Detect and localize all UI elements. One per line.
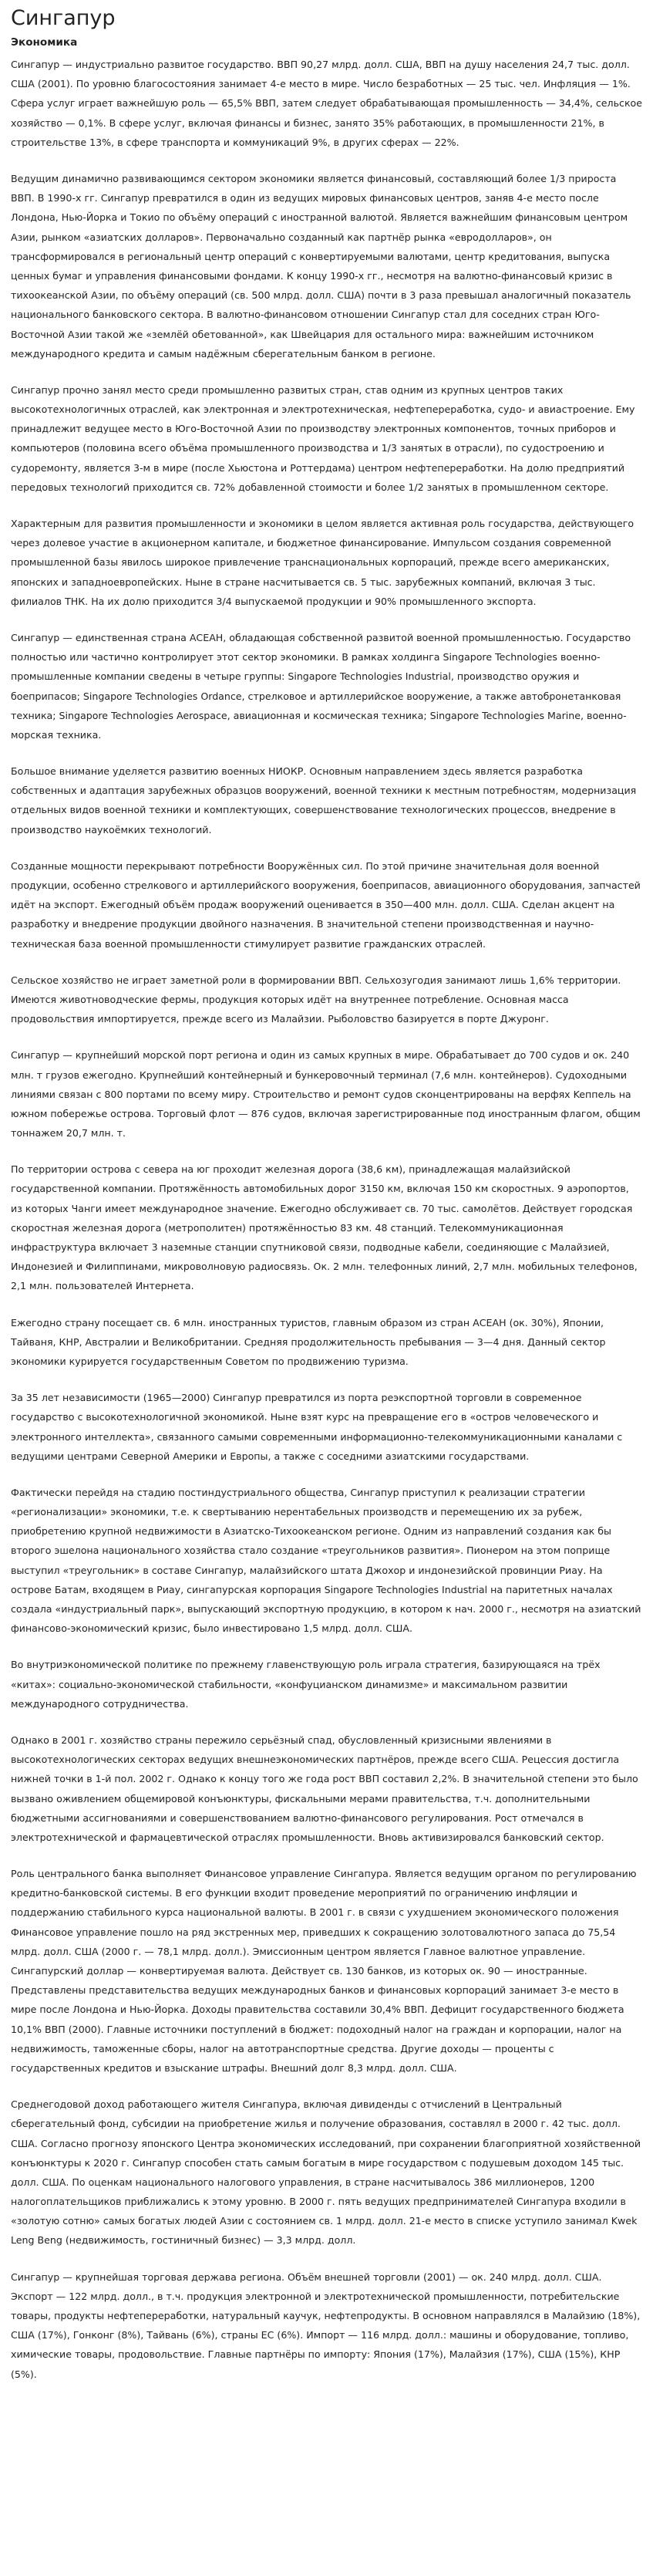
paragraph-recession: Однако в 2001 г. хозяйство страны пережило серьёзный спад, обусловленный кризисными явлениями в высокотехнологических секторах ведущих внешнеэкономических партнёров, прежде всего США. Рецессия достигла нижней точки в 1-й пол. 2002 г. Однако к концу того же года рост ВВП составил 2,2%. В значительной степени это было вызвано оживлением общемировой конъюнктуры, фискальными мерами правительства, т.ч. дополнительными бюджетными ассигнованиями и совершенствованием валютно-финансового регулирования. Рост отмечался в электротехнической и фармацевтической отраслях промышленности. Вновь активизировался банковский сектор. <box>11 1734 638 1843</box>
paragraph-agriculture: Сельское хозяйство не играет заметной роли в формировании ВВП. Сельхозугодия занимают лишь 1,6% территории. Имеются животноводческие фермы, продукция которых идёт на внутреннее потребление. Основная масса продовольствия импортируется, прежде всего из Малайзии. Рыболовство базируется в порте Джуронг. <box>11 974 621 1025</box>
page-title: Сингапур <box>11 6 116 30</box>
paragraph-military-rnd: Большое внимание уделяется развитию военных НИОКР. Основным направлением здесь является разработка собственных и адаптация зарубежных образцов вооружений, военной техники к местным потребностям, модернизация отдельных видов военной техники и комплектующих, совершенствование технологических процессов, внедрение в производство наукоёмких технологий. <box>11 765 637 836</box>
paragraph-transport: По территории острова с севера на юг проходит железная дорога (38,6 км), принадлежащая малайзийской государственной компании. Протяжённость автомобильных дорог 3150 км, включая 150 км скоростных. 9 аэропортов, из которых Чанги имеет международное значение. Ежегодно обслуживает св. 70 тыс. самолётов. Действует городская скоростная железная дорога (метрополитен) протяжённостью 83 км. 48 станций. Телекоммуникационная инфраструктура включает 3 наземные станции спутниковой связи, подводные кабели, соединяющие с Малайзией, Индонезией и Филиппинами, микроволновую радиосвязь. Ок. 2 млн. телефонных линий, 2,7 млн. мобильных телефонов, 2,1 млн. пользователей Интернета. <box>11 1163 638 1292</box>
paragraph-income: Среднегодовой доход работающего жителя Сингапура, включая дивиденды с отчислений в Центральный сберегательный фонд, субсидии на приобретение жилья и получение образования, составлял в 2000 г. 42 тыс. долл. США. Согласно прогнозу японского Центра экономических исследований, при сохранении благоприятной хозяйственной конъюнктуры к 2020 г. Сингапур способен стать самым богатым в мире государством с подушевым доходом 145 тыс. долл. США. По оценкам национального налогового управления, в стране насчитывалось 386 миллионеров, 1200 налогоплательщиков приближались к этому уровню. В 2000 г. пять ведущих предпринимателей Сингапура входили в «золотую сотню» самых богатых людей Азии с состоянием св. 1 млрд. долл. 21-е место в списке уступило занимал Kwek Leng Beng (недвижимость, гостиничный бизнес) — 3,3 млрд. долл. <box>11 2098 641 2247</box>
paragraph-defense-industry: Сингапур — единственная страна АСЕАН, обладающая собственной развитой военной промышленностью. Государство полностью или частично контролирует этот сектор экономики. В рамках холдинга Singapore Technologies военно-промышленные компании сведены в четыре группы: Singapore Technologies Industrial, производство оружия и боеприпасов; Singapore Technologies Ordance, стрелковое и артиллерийское вооружение, а также автобронетанковая техника; Singapore Technologies Aerospace, авиационная и космическая техника; Singapore Technologies Marine, военно-морская техника. <box>11 631 631 741</box>
section-heading: Экономика <box>11 36 78 49</box>
paragraph-seaport: Сингапур — крупнейший морской порт региона и один из самых крупных в мире. Обрабатывает до 700 судов и ок. 240 млн. т грузов ежегодно. Крупнейший контейнерный и бункеровочный терминал (7,6 млн. контейнеров). Судоходными линиями связан с 800 портами по всему миру. Строительство и ремонт судов сконцентрированы на верфях Keппель на южном побережье острова. Торговый флот — 876 судов, включая зарегистрированные под иностранным флагом, общим тоннажем 20,7 млн. т. <box>11 1049 641 1139</box>
paragraph-domestic-policy: Во внутриэкономической политике по прежнему главенствующую роль играла стратегия, базирующаяся на трёх «китах»: социально-экономической стабильности, «конфуцианском динамизме» и максимальном развитии международного сотрудничества. <box>11 1659 601 1710</box>
paragraph-independence: За 35 лет независимости (1965—2000) Сингапур превратился из порта реэкспортной торговли в современное государство с высокотехнологичной экономикой. Ныне взят курс на превращение его в «остров человеческого и электронного интеллекта», связанного самыми современными информационно-телекоммуникационными каналами с ведущими центрами Северной Америки и Европы, а также с соседними азиатскими государствами. <box>11 1392 623 1462</box>
paragraph-central-bank: Роль центрального банка выполняет Финансовое управление Сингапура. Является ведущим органом по регулированию кредитно-банковской системы. В его функции входит проведение мероприятий по ограничению инфляции и поддержанию стабильного курса национальной валюты. В 2001 г. в связи с ухудшением экономического положения Финансовое управление пошло на ряд экстренных мер, приведших к сокращению золотовалютного запаса до 75,54 млрд. долл. США (2000 г. — 78,1 млрд. долл.). Эмиссионным центром является Главное валютное управление. Сингапурский доллар — конвертируемая валюта. Действует св. 130 банков, из которых ок. 90 — иностранные. Представлены представительства ведущих международных банков и финансовых корпораций занимает 3-е место в мире после Лондона и Нью-Йорка. Доходы правительства составили 30,4% ВВП. Дефицит государственного бюджета 10,1% ВВП (2000). Главные источники поступлений в бюджет: подоходный налог на граждан и корпорации, налог на недвижимость, таможенные сборы, налог на автотранспортные средства. Другие доходы — проценты с государственных кредитов и взыскание штрафы. Внешний долг 8,3 млрд. долл. США. <box>11 1868 637 2074</box>
paragraph-finance: Ведущим динамично развивающимся сектором экономики является финансовый, составляющий более 1/3 прироста ВВП. В 1990-х гг. Сингапур превратился в один из ведущих мировых финансовых центров, заняв 4-е место после Лондона, Нью-Йорка и Токио по объёму операций с иностранной валютой. Является важнейшим финансовым центром Азии, рынком «азиатских долларов». Первоначально созданный как партнёр рынка «евродолларов», он трансформировался в региональный центр операций с конвертируемыми валютами, центр кредитования, выпуска ценных бумаг и управления финансовыми фондами. К концу 1990-х гг., несмотря на валютно-финансовый кризис в тихоокеанской Азии, по объёму операций (св. 500 млрд. долл. США) почти в 3 раза превышал аналогичный показатель национального банковского сектора. В валютно-финансовом отношении Сингапур стал для соседних стран Юго-Восточной Азии такой же «землёй обетованной», как Швейцария для остального мира: важнейшим источником международного кредита и самым надёжным сберегательным банком в регионе. <box>11 173 631 360</box>
paragraph-arms-export: Созданные мощности перекрывают потребности Вооружённых сил. По этой причине значительная доля военной продукции, особенно стрелкового и артиллерийского вооружения, боеприпасов, авиационного оборудования, запчастей идёт на экспорт. Ежегодный объём продаж вооружений оценивается в 350—400 млн. долл. США. Сделан акцент на разработку и внедрение продукции двойного назначения. В значительной степени производственная и научно-техническая база военной промышленности стимулирует развитие гражданских отраслей. <box>11 859 641 950</box>
paragraph-industry: Сингапур прочно занял место среди промышленно развитых стран, став одним из крупных центров таких высокотехнологичных отраслей, как электронная и электротехническая, нефтепереработка, судо- и авиастроение. Ему принадлежит ведущее место в Юго-Восточной Азии по производству электронных компонентов, точных приборов и компьютеров (половина всего объёма промышленного производства и 1/3 занятых в отрасли), по судостроению и судоремонту, является 3-м в мире (после Хьюстона и Роттердама) центром нефтепереработки. На долю предприятий передовых технологий приходится св. 72% добавленной стоимости и более 1/2 занятых в промышленном секторе. <box>11 383 635 493</box>
paragraph-trade: Сингапур — крупнейшая торговая держава региона. Объём внешней торговли (2001) — ок. 240 млрд. долл. США. Экспорт — 122 млрд. долл., в т.ч. продукция электронной и электротехнической промышленности, потребительские товары, продукты нефтепереработки, натуральный каучук, нефтепродукты. В основном направлялся в Малайзию (18%), США (17%), Гонконг (8%), Тайвань (6%), страны ЕС (6%). Импорт — 116 млрд. долл.: машины и оборудование, топливо, химические товары, продовольствие. Главные партнёры по импорту: Япония (17%), Малайзия (17%), США (15%), КНР (5%). <box>11 2270 641 2380</box>
paragraph-state-role: Характерным для развития промышленности и экономики в целом является активная роль государства, действующего через долевое участие в акционерном капитале, и бюджетное финансирование. Импульсом создания современной промышленной базы явилось широкое привлечение транснациональных корпораций, прежде всего американских, японских и западноевропейских. Ныне в стране насчитывается св. 5 тыс. зарубежных компаний, включая 3 тыс. филиалов ТНК. На их долю приходится 3/4 выпускаемой продукции и 90% промышленного экспорта. <box>11 518 634 607</box>
paragraph-tourism: Ежегодно страну посещает св. 6 млн. иностранных туристов, главным образом из стран АСЕАН (ок. 30%), Японии, Тайваня, КНР, Австралии и Великобритании. Средняя продолжительность пребывания — 3—4 дня. Данный сектор экономики курируется государственным Советом по продвижению туризма. <box>11 1316 606 1367</box>
paragraph-overview: Сингапур — индустриально развитое государство. ВВП 90,27 млрд. долл. США, ВВП на душу населения 24,7 тыс. долл. США (2001). По уровню благосостояния занимает 4-е место в мире. Число безработных — 25 тыс. чел. Инфляция — 1%. Сфера услуг играет важнейшую роль — 65,5% ВВП, затем следует обрабатывающая промышленность — 34,4%, сельское хозяйство — 0,1%. В сфере услуг, включая финансы и бизнес, занято 35% работающих, в промышленности 21%, в строительстве 13%, в сфере транспорта и коммуникаций 9%, в других сферах — 22%. <box>11 59 643 148</box>
paragraph-regionalization: Фактически перейдя на стадию постиндустриального общества, Сингапур приступил к реализации стратегии «регионализации» экономики, т.е. к свертыванию нерентабельных производств и перемещению их за рубеж, приобретению крупной недвижимости в Азиатско-Тихоокеанском регионе. Одним из направлений создания как бы второго эшелона национального хозяйства стало создание «треугольников развития». Пионером на этом поприще выступил «треугольник» в составе Сингапур, малайзийского штата Джохор и индонезийской провинции Риау. На острове Батам, входящем в Риау, сингапурская корпорация Singapore Technologies Industrial на паритетных началах создала «индустриальный парк», выпускающий экспортную продукцию, в котором к нач. 2000 г., несмотря на азиатский финансово-экономический кризис, было инвестировано 1,5 млрд. долл. США. <box>11 1486 641 1635</box>
